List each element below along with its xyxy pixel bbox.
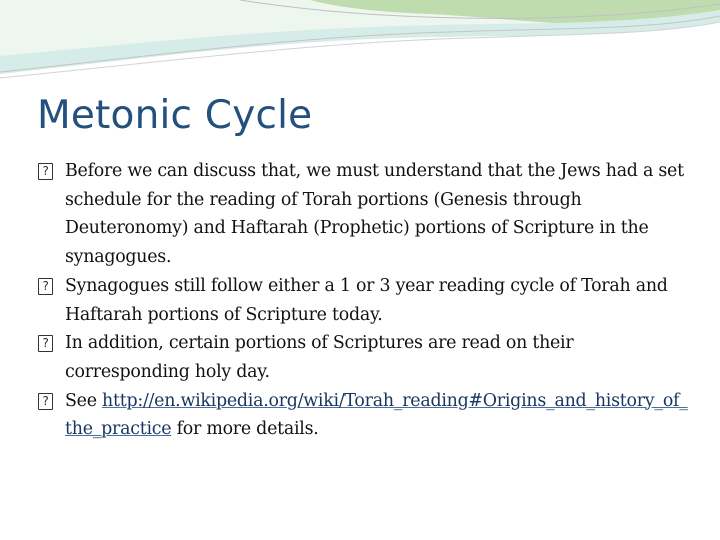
bullet-marker-icon: ? <box>38 335 53 352</box>
bullet-item <box>38 157 688 272</box>
bullet-item <box>38 387 688 444</box>
slide-title: Metonic Cycle <box>37 93 313 138</box>
bullet-text: Before we can discuss that, we must understand that the Jews had a set schedule for the reading of Torah portions (Genesis through Deuteronomy) and Haftarah (Prophetic) portions of Scripture in the synagogues. <box>65 161 684 268</box>
bullet-item <box>38 272 688 329</box>
wikipedia-link[interactable]: http://en.wikipedia.org/wiki/Torah_reading#Origins_and_history_of_the_practice <box>65 390 688 440</box>
header-wave-decoration <box>0 0 720 90</box>
bullet-marker-icon: ? <box>38 393 53 410</box>
bullet-text: Synagogues still follow either a 1 or 3 year reading cycle of Torah and Haftarah portions of Scripture today. <box>65 275 668 325</box>
bullet-item <box>38 329 688 386</box>
bullet-marker-icon: ? <box>38 278 53 295</box>
bullet-suffix: for more details. <box>171 419 319 440</box>
bullet-marker-icon: ? <box>38 163 53 180</box>
bullet-list <box>38 157 688 444</box>
bullet-text: In addition, certain portions of Scriptures are read on their corresponding holy day. <box>65 333 574 382</box>
bullet-prefix: See <box>65 390 103 411</box>
